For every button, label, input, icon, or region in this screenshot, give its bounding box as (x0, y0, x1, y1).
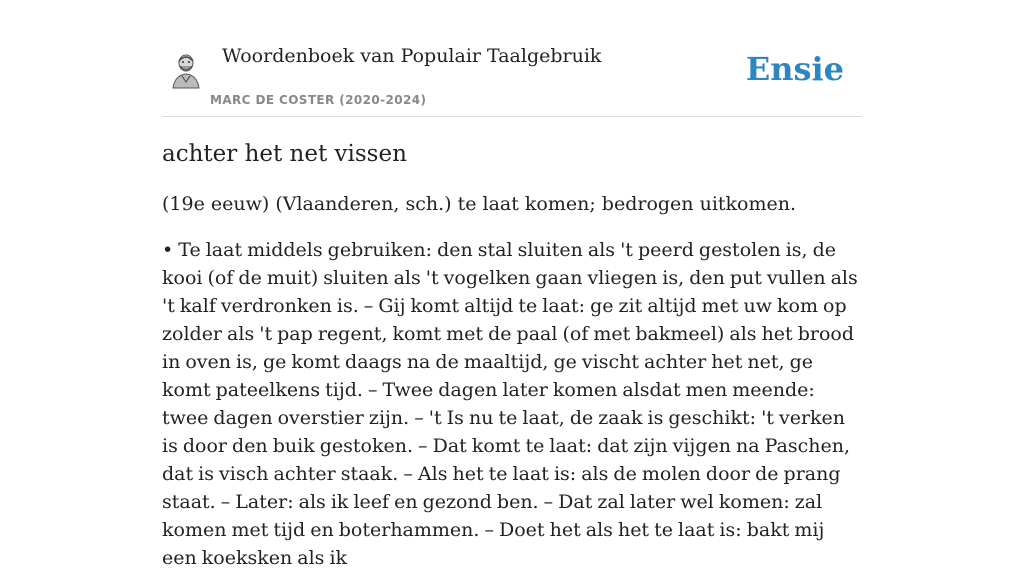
site-header (162, 0, 862, 117)
book-title[interactable]: Woordenboek van Populair Taalgebruik (222, 45, 602, 67)
author-portrait-icon (170, 50, 202, 90)
entry-definition: (19e eeuw) (Vlaanderen, sch.) te laat komen; bedrogen uitkomen. (162, 193, 797, 215)
author-name[interactable]: MARC DE COSTER (2020-2024) (210, 93, 427, 107)
entry-body: • Te laat middels gebruiken: den stal sluiten als 't peerd gestolen is, de kooi (of de muit) sluiten als 't vogelken gaan vliegen is, den put vullen als 't kalf verdronken is. – Gij komt altijd te laat: ge zit altijd met uw kom op zolder als 't pap regent, komt met de paal (of met bakmeel) als het brood in oven is, ge komt daags na de maaltijd, ge vischt achter het net, ge komt pateelkens tijd. – Twee dagen later komen alsdat men meende: twee dagen overstier zijn. – 't Is nu te laat, de zaak is geschikt: 't verken is door den buik gestoken. – Dat komt te laat: dat zijn vijgen na Paschen, dat is visch achter staak. – Als het te laat is: als de molen door de prang staat. – Later: als ik leef en gezond ben. – Dat zal later wel komen: zal komen met tijd en boterhammen. – Doet het als het te laat is: bakt mij een koeksken als ik (162, 239, 858, 569)
entry-title: achter het net vissen (162, 141, 407, 167)
brand-logo[interactable]: Ensie (745, 50, 844, 88)
entry-content (162, 138, 862, 572)
